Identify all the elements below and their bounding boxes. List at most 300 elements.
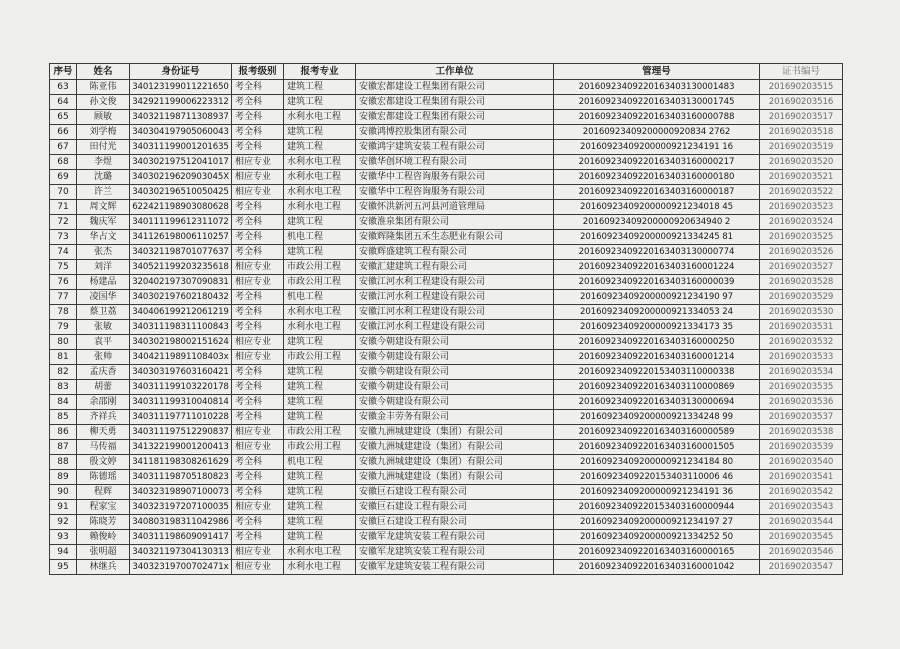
cell-certificate-number: 201690203538 [760, 425, 843, 440]
cell-name: 胡蕾 [77, 380, 130, 395]
cell-name: 周文辉 [77, 200, 130, 215]
cell-index: 69 [50, 170, 77, 185]
table-row [50, 530, 843, 545]
cell-management-number: 20160923409220163403160000039 [554, 275, 760, 290]
table-body [50, 80, 843, 575]
cell-name: 蔡卫荔 [77, 305, 130, 320]
cell-certificate-number: 201690203546 [760, 545, 843, 560]
cell-exam-level: 考全科 [232, 125, 284, 140]
cell-management-number: 20160923409220163403160001042 [554, 560, 760, 575]
cell-exam-major: 市政公用工程 [284, 260, 356, 275]
cell-certificate-number: 201690203526 [760, 245, 843, 260]
cell-id-number: 340311199310040814 [130, 395, 232, 410]
cell-exam-level: 考全科 [232, 395, 284, 410]
cell-employer: 安徽华中工程咨询服务有限公司 [356, 170, 554, 185]
cell-employer: 安徽怀洪新河五河县河道管理局 [356, 200, 554, 215]
cell-index: 88 [50, 455, 77, 470]
cell-exam-level: 相应专业 [232, 275, 284, 290]
cell-management-number: 20160923409220163403160000788 [554, 110, 760, 125]
table-row [50, 500, 843, 515]
cell-employer: 安徽江河水利工程建设有限公司 [356, 275, 554, 290]
cell-employer: 安徽今朝建设有限公司 [356, 365, 554, 380]
cell-certificate-number: 201690203529 [760, 290, 843, 305]
cell-employer: 安徽今朝建设有限公司 [356, 380, 554, 395]
cell-index: 91 [50, 500, 77, 515]
table-row [50, 95, 843, 110]
cell-name: 张敏 [77, 320, 130, 335]
table-row [50, 365, 843, 380]
table-row [50, 140, 843, 155]
table-row [50, 455, 843, 470]
cell-exam-level: 考全科 [232, 410, 284, 425]
cell-exam-major: 建筑工程 [284, 140, 356, 155]
cell-exam-major: 建筑工程 [284, 215, 356, 230]
cell-index: 87 [50, 440, 77, 455]
cell-management-number: 20160923409200000921234191 16 [554, 140, 760, 155]
cell-certificate-number: 201690203528 [760, 275, 843, 290]
cell-index: 70 [50, 185, 77, 200]
certificate-table [49, 63, 843, 575]
cell-index: 63 [50, 80, 77, 95]
cell-id-number: 34032319700702471x [130, 560, 232, 575]
cell-index: 65 [50, 110, 77, 125]
cell-exam-major: 建筑工程 [284, 395, 356, 410]
table-row [50, 215, 843, 230]
cell-management-number: 20160923409220163403160000180 [554, 170, 760, 185]
cell-certificate-number: 201690203515 [760, 80, 843, 95]
cell-name: 陈亚伟 [77, 80, 130, 95]
cell-id-number: 341126198006110257 [130, 230, 232, 245]
cell-name: 华占文 [77, 230, 130, 245]
header-management-number: 管理号 [554, 64, 760, 80]
cell-id-number: 320402197307090831 [130, 275, 232, 290]
cell-certificate-number: 201690203534 [760, 365, 843, 380]
cell-management-number: 20160923409200000920634940 2 [554, 215, 760, 230]
cell-exam-major: 机电工程 [284, 230, 356, 245]
cell-index: 83 [50, 380, 77, 395]
cell-exam-level: 相应专业 [232, 155, 284, 170]
cell-exam-level: 考全科 [232, 380, 284, 395]
cell-index: 73 [50, 230, 77, 245]
cell-certificate-number: 201690203539 [760, 440, 843, 455]
cell-index: 84 [50, 395, 77, 410]
cell-id-number: 340323198907100073 [130, 485, 232, 500]
cell-name: 魏庆军 [77, 215, 130, 230]
cell-index: 71 [50, 200, 77, 215]
cell-index: 66 [50, 125, 77, 140]
table-row [50, 410, 843, 425]
cell-id-number: 340311199103220178 [130, 380, 232, 395]
table-row [50, 545, 843, 560]
cell-certificate-number: 201690203535 [760, 380, 843, 395]
cell-exam-major: 水利水电工程 [284, 305, 356, 320]
cell-certificate-number: 201690203543 [760, 500, 843, 515]
cell-exam-level: 考全科 [232, 305, 284, 320]
table-row [50, 380, 843, 395]
cell-id-number: 340302198002151624 [130, 335, 232, 350]
cell-certificate-number: 201690203521 [760, 170, 843, 185]
cell-id-number: 340302197512041017 [130, 155, 232, 170]
cell-certificate-number: 201690203545 [760, 530, 843, 545]
cell-name: 孟庆香 [77, 365, 130, 380]
cell-exam-level: 考全科 [232, 215, 284, 230]
cell-exam-level: 相应专业 [232, 440, 284, 455]
cell-management-number: 20160923409200000921334053 24 [554, 305, 760, 320]
cell-name: 陈晓芳 [77, 515, 130, 530]
cell-exam-level: 考全科 [232, 320, 284, 335]
table-row [50, 485, 843, 500]
cell-id-number: 340323197207100035 [130, 500, 232, 515]
cell-management-number: 20160923409220163403160001505 [554, 440, 760, 455]
table-row [50, 425, 843, 440]
cell-exam-major: 建筑工程 [284, 365, 356, 380]
cell-exam-level: 考全科 [232, 455, 284, 470]
cell-management-number: 20160923409220163403160001224 [554, 260, 760, 275]
table-row [50, 320, 843, 335]
cell-management-number: 20160923409220153403110000338 [554, 365, 760, 380]
cell-exam-major: 水利水电工程 [284, 560, 356, 575]
cell-name: 赖俊岭 [77, 530, 130, 545]
cell-certificate-number: 201690203532 [760, 335, 843, 350]
cell-exam-major: 建筑工程 [284, 500, 356, 515]
cell-certificate-number: 201690203525 [760, 230, 843, 245]
cell-name: 陈德瑶 [77, 470, 130, 485]
cell-exam-level: 考全科 [232, 200, 284, 215]
cell-certificate-number: 201690203531 [760, 320, 843, 335]
cell-employer: 安徽宏都建设工程集团有限公司 [356, 80, 554, 95]
cell-certificate-number: 201690203547 [760, 560, 843, 575]
cell-certificate-number: 201690203530 [760, 305, 843, 320]
table-row [50, 470, 843, 485]
cell-management-number: 20160923409220163403110000869 [554, 380, 760, 395]
cell-exam-level: 考全科 [232, 230, 284, 245]
cell-certificate-number: 201690203542 [760, 485, 843, 500]
cell-index: 67 [50, 140, 77, 155]
table-row [50, 515, 843, 530]
cell-id-number: 340521199203235618 [130, 260, 232, 275]
cell-employer: 安徽辉盛建筑工程有限公司 [356, 245, 554, 260]
header-row [50, 64, 843, 80]
cell-exam-level: 相应专业 [232, 545, 284, 560]
cell-name: 程辉 [77, 485, 130, 500]
cell-index: 86 [50, 425, 77, 440]
cell-id-number: 622421198903080628 [130, 200, 232, 215]
cell-employer: 安徽今朝建设有限公司 [356, 350, 554, 365]
cell-management-number: 20160923409220153403110006 46 [554, 470, 760, 485]
cell-id-number: 341322199001200413 [130, 440, 232, 455]
cell-certificate-number: 201690203527 [760, 260, 843, 275]
cell-certificate-number: 201690203516 [760, 95, 843, 110]
cell-id-number: 34030219620903045X [130, 170, 232, 185]
cell-index: 95 [50, 560, 77, 575]
cell-exam-level: 考全科 [232, 290, 284, 305]
cell-id-number: 340803198311042986 [130, 515, 232, 530]
cell-index: 74 [50, 245, 77, 260]
cell-exam-major: 水利水电工程 [284, 155, 356, 170]
table-row [50, 185, 843, 200]
cell-exam-level: 相应专业 [232, 560, 284, 575]
cell-exam-major: 建筑工程 [284, 530, 356, 545]
header-exam-level: 报考级别 [232, 64, 284, 80]
cell-management-number: 20160923409220163403130000694 [554, 395, 760, 410]
cell-exam-level: 相应专业 [232, 350, 284, 365]
cell-employer: 安徽军龙建筑安装工程有限公司 [356, 545, 554, 560]
cell-id-number: 340321197304130313 [130, 545, 232, 560]
cell-employer: 安徽巨石建设工程有限公司 [356, 515, 554, 530]
table-row [50, 230, 843, 245]
cell-certificate-number: 201690203544 [760, 515, 843, 530]
cell-management-number: 20160923409200000921234191 36 [554, 485, 760, 500]
cell-management-number: 20160923409220163403160000217 [554, 155, 760, 170]
cell-name: 程家宝 [77, 500, 130, 515]
cell-exam-major: 水利水电工程 [284, 185, 356, 200]
cell-exam-major: 建筑工程 [284, 380, 356, 395]
cell-id-number: 342921199006223312 [130, 95, 232, 110]
cell-exam-major: 市政公用工程 [284, 350, 356, 365]
cell-employer: 安徽九洲城建建设（集团）有限公司 [356, 470, 554, 485]
cell-certificate-number: 201690203536 [760, 395, 843, 410]
cell-certificate-number: 201690203519 [760, 140, 843, 155]
table-row [50, 305, 843, 320]
cell-employer: 安徽军龙建筑安装工程有限公司 [356, 560, 554, 575]
cell-certificate-number: 201690203517 [760, 110, 843, 125]
cell-name: 余邵刚 [77, 395, 130, 410]
cell-id-number: 340311197512290837 [130, 425, 232, 440]
cell-index: 90 [50, 485, 77, 500]
cell-management-number: 20160923409220163403160000165 [554, 545, 760, 560]
cell-employer: 安徽巨石建设工程有限公司 [356, 500, 554, 515]
table-row [50, 335, 843, 350]
table-row [50, 170, 843, 185]
cell-management-number: 20160923409220153403160000944 [554, 500, 760, 515]
cell-id-number: 340311198705180823 [130, 470, 232, 485]
cell-exam-level: 考全科 [232, 80, 284, 95]
cell-id-number: 341181198308261629 [130, 455, 232, 470]
cell-id-number: 340311198311100843 [130, 320, 232, 335]
cell-id-number: 340111199612311072 [130, 215, 232, 230]
cell-index: 80 [50, 335, 77, 350]
cell-employer: 安徽宏都建设工程集团有限公司 [356, 110, 554, 125]
cell-exam-major: 建筑工程 [284, 95, 356, 110]
cell-exam-level: 相应专业 [232, 335, 284, 350]
table-row [50, 200, 843, 215]
cell-name: 许兰 [77, 185, 130, 200]
cell-name: 马传福 [77, 440, 130, 455]
cell-id-number: 340302197602180432 [130, 290, 232, 305]
header-exam-major: 报考专业 [284, 64, 356, 80]
cell-exam-level: 考全科 [232, 515, 284, 530]
cell-id-number: 340311197711010228 [130, 410, 232, 425]
cell-index: 85 [50, 410, 77, 425]
cell-exam-major: 机电工程 [284, 290, 356, 305]
cell-employer: 安徽江河水利工程建设有限公司 [356, 290, 554, 305]
cell-index: 72 [50, 215, 77, 230]
cell-name: 林继兵 [77, 560, 130, 575]
cell-id-number: 340311199001201635 [130, 140, 232, 155]
cell-name: 孙文俊 [77, 95, 130, 110]
cell-management-number: 20160923409220163403160001214 [554, 350, 760, 365]
cell-id-number: 340321198711308937 [130, 110, 232, 125]
cell-employer: 安徽淮泉集团有限公司 [356, 215, 554, 230]
table-row [50, 350, 843, 365]
cell-name: 张杰 [77, 245, 130, 260]
cell-exam-major: 市政公用工程 [284, 275, 356, 290]
cell-name: 柳天勇 [77, 425, 130, 440]
cell-exam-major: 市政公用工程 [284, 440, 356, 455]
table-row [50, 440, 843, 455]
cell-name: 李煜 [77, 155, 130, 170]
cell-management-number: 20160923409220163403130001483 [554, 80, 760, 95]
cell-index: 93 [50, 530, 77, 545]
cell-name: 沈璐 [77, 170, 130, 185]
cell-exam-level: 考全科 [232, 530, 284, 545]
cell-management-number: 20160923409200000920834 2762 [554, 125, 760, 140]
cell-employer: 安徽九洲城建建设（集团）有限公司 [356, 455, 554, 470]
cell-employer: 安徽华中工程咨询服务有限公司 [356, 185, 554, 200]
cell-employer: 安徽宏都建设工程集团有限公司 [356, 95, 554, 110]
cell-name: 袁平 [77, 335, 130, 350]
cell-exam-level: 相应专业 [232, 170, 284, 185]
cell-id-number: 340302196510050425 [130, 185, 232, 200]
table-row [50, 125, 843, 140]
cell-index: 76 [50, 275, 77, 290]
cell-index: 75 [50, 260, 77, 275]
table-row [50, 275, 843, 290]
cell-certificate-number: 201690203520 [760, 155, 843, 170]
cell-id-number: 340304197905060043 [130, 125, 232, 140]
cell-exam-level: 考全科 [232, 470, 284, 485]
cell-name: 张帅 [77, 350, 130, 365]
cell-index: 64 [50, 95, 77, 110]
cell-name: 刘洋 [77, 260, 130, 275]
header-certificate-number: 证书编号 [760, 64, 843, 80]
cell-exam-major: 建筑工程 [284, 80, 356, 95]
cell-employer: 安徽华创环境工程有限公司 [356, 155, 554, 170]
cell-exam-major: 机电工程 [284, 455, 356, 470]
cell-exam-major: 建筑工程 [284, 515, 356, 530]
cell-exam-major: 市政公用工程 [284, 425, 356, 440]
cell-employer: 安徽江河水利工程建设有限公司 [356, 305, 554, 320]
cell-name: 张明超 [77, 545, 130, 560]
cell-exam-major: 建筑工程 [284, 410, 356, 425]
cell-employer: 安徽辉隆集团五禾生态肥业有限公司 [356, 230, 554, 245]
cell-certificate-number: 201690203523 [760, 200, 843, 215]
cell-id-number: 340321198701077637 [130, 245, 232, 260]
cell-exam-major: 建筑工程 [284, 485, 356, 500]
cell-exam-major: 水利水电工程 [284, 110, 356, 125]
cell-name: 齐祥兵 [77, 410, 130, 425]
cell-certificate-number: 201690203537 [760, 410, 843, 425]
table-row [50, 245, 843, 260]
cell-index: 81 [50, 350, 77, 365]
cell-exam-level: 考全科 [232, 140, 284, 155]
cell-exam-major: 建筑工程 [284, 335, 356, 350]
cell-management-number: 20160923409220163403160000589 [554, 425, 760, 440]
cell-exam-major: 建筑工程 [284, 125, 356, 140]
header-index: 序号 [50, 64, 77, 80]
cell-certificate-number: 201690203533 [760, 350, 843, 365]
cell-index: 78 [50, 305, 77, 320]
cell-id-number: 340311198609091417 [130, 530, 232, 545]
cell-management-number: 20160923409200000921234190 97 [554, 290, 760, 305]
cell-certificate-number: 201690203518 [760, 125, 843, 140]
cell-index: 79 [50, 320, 77, 335]
cell-name: 杨建品 [77, 275, 130, 290]
cell-name: 凌国华 [77, 290, 130, 305]
cell-management-number: 20160923409220163403160000187 [554, 185, 760, 200]
table-row [50, 260, 843, 275]
cell-management-number: 20160923409200000921334173 35 [554, 320, 760, 335]
cell-name: 刘学梅 [77, 125, 130, 140]
cell-employer: 安徽鸿博控股集团有限公司 [356, 125, 554, 140]
table-row [50, 290, 843, 305]
cell-exam-major: 水利水电工程 [284, 200, 356, 215]
cell-exam-major: 水利水电工程 [284, 545, 356, 560]
header-name: 姓名 [77, 64, 130, 80]
cell-id-number: 340406199212061219 [130, 305, 232, 320]
cell-certificate-number: 201690203541 [760, 470, 843, 485]
cell-exam-level: 考全科 [232, 365, 284, 380]
cell-management-number: 20160923409220163403130001745 [554, 95, 760, 110]
cell-employer: 安徽汇建建筑工程有限公司 [356, 260, 554, 275]
cell-index: 89 [50, 470, 77, 485]
cell-certificate-number: 201690203522 [760, 185, 843, 200]
cell-management-number: 20160923409200000921234184 80 [554, 455, 760, 470]
table-row [50, 155, 843, 170]
cell-employer: 安徽九洲城建建设（集团）有限公司 [356, 440, 554, 455]
cell-employer: 安徽军龙建筑安装工程有限公司 [356, 530, 554, 545]
cell-employer: 安徽巨石建设工程有限公司 [356, 485, 554, 500]
cell-exam-major: 建筑工程 [284, 245, 356, 260]
header-employer: 工作单位 [356, 64, 554, 80]
cell-exam-major: 建筑工程 [284, 470, 356, 485]
cell-exam-level: 考全科 [232, 245, 284, 260]
cell-name: 田付光 [77, 140, 130, 155]
cell-exam-level: 考全科 [232, 485, 284, 500]
cell-certificate-number: 201690203540 [760, 455, 843, 470]
cell-id-number: 340123199011221650 [130, 80, 232, 95]
cell-id-number: 34042119891108403x [130, 350, 232, 365]
cell-name: 殷文婷 [77, 455, 130, 470]
cell-index: 77 [50, 290, 77, 305]
cell-employer: 安徽金丰劳务有限公司 [356, 410, 554, 425]
cell-management-number: 20160923409200000921234018 45 [554, 200, 760, 215]
cell-management-number: 20160923409200000921234197 27 [554, 515, 760, 530]
table-row [50, 80, 843, 95]
cell-id-number: 340303197603160421 [130, 365, 232, 380]
cell-employer: 安徽今朝建设有限公司 [356, 335, 554, 350]
cell-exam-level: 相应专业 [232, 500, 284, 515]
table-row [50, 560, 843, 575]
cell-index: 68 [50, 155, 77, 170]
cell-employer: 安徽鸿宇建筑安装工程有限公司 [356, 140, 554, 155]
table-row [50, 395, 843, 410]
cell-certificate-number: 201690203524 [760, 215, 843, 230]
cell-employer: 安徽今朝建设有限公司 [356, 395, 554, 410]
cell-exam-major: 水利水电工程 [284, 170, 356, 185]
cell-exam-level: 相应专业 [232, 425, 284, 440]
cell-exam-level: 相应专业 [232, 185, 284, 200]
cell-management-number: 20160923409200000921334248 99 [554, 410, 760, 425]
table-row [50, 110, 843, 125]
cell-exam-level: 考全科 [232, 95, 284, 110]
cell-management-number: 20160923409200000921334252 50 [554, 530, 760, 545]
cell-management-number: 20160923409220163403160000250 [554, 335, 760, 350]
cell-exam-level: 相应专业 [232, 260, 284, 275]
cell-employer: 安徽江河水利工程建设有限公司 [356, 320, 554, 335]
cell-management-number: 20160923409220163403130000774 [554, 245, 760, 260]
cell-employer: 安徽九洲城建建设（集团）有限公司 [356, 425, 554, 440]
